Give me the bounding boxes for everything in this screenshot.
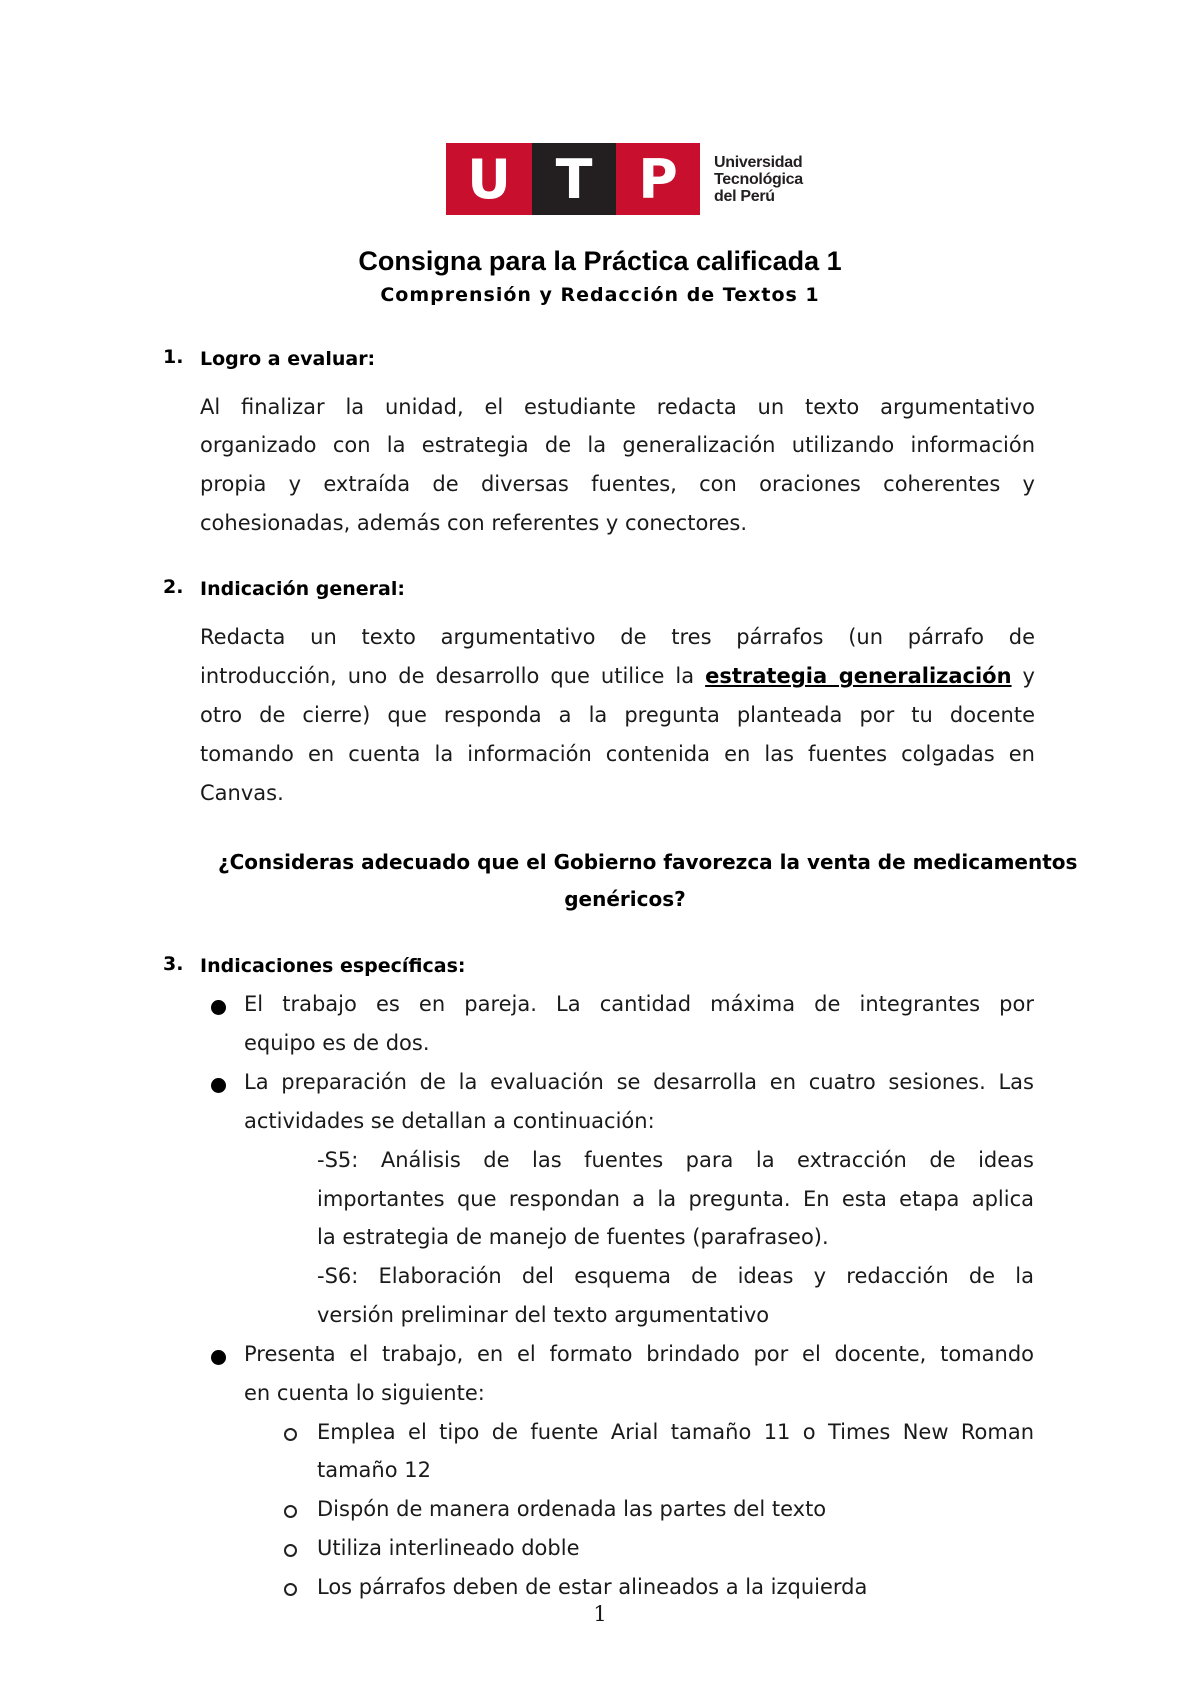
logo-letter-t: T bbox=[532, 143, 616, 215]
bullet-3-line-1: Presenta el trabajo, en el formato brindado por el docente, tomando bbox=[244, 1342, 1034, 1366]
bullet-icon bbox=[211, 1078, 226, 1093]
section-1-line-3: propia y extraída de diversas fuentes, con oraciones coherentes y bbox=[200, 472, 1035, 496]
bullet-2-line-2: actividades se detallan a continuación: bbox=[244, 1109, 655, 1133]
s6-line-1: -S6: Elaboración del esquema de ideas y redacción de la bbox=[317, 1264, 1034, 1288]
bullet-1-line-1: El trabajo es en pareja. La cantidad máxima de integrantes por bbox=[244, 992, 1034, 1016]
section-3-number: 3. bbox=[163, 953, 184, 975]
sub-item-3: Utiliza interlineado doble bbox=[317, 1536, 580, 1560]
document-subtitle: Comprensión y Redacción de Textos 1 bbox=[380, 284, 820, 306]
section-2-heading: Indicación general: bbox=[200, 578, 405, 600]
section-1-number: 1. bbox=[163, 346, 184, 368]
section-1-heading: Logro a evaluar: bbox=[200, 348, 376, 370]
logo-line-1: Universidad bbox=[714, 153, 803, 171]
bullet-1-line-2: equipo es de dos. bbox=[244, 1031, 430, 1055]
circle-bullet-icon bbox=[284, 1583, 297, 1596]
section-2-line-3: otro de cierre) que responda a la pregunta planteada por tu docente bbox=[200, 703, 1035, 727]
bullet-2-line-1: La preparación de la evaluación se desarrolla en cuatro sesiones. Las bbox=[244, 1070, 1034, 1094]
section-1-line-4: cohesionadas, además con referentes y conectores. bbox=[200, 511, 747, 535]
section-2-line-1: Redacta un texto argumentativo de tres párrafos (un párrafo de bbox=[200, 625, 1035, 649]
bullet-icon bbox=[211, 1350, 226, 1365]
section-3-heading: Indicaciones específicas: bbox=[200, 955, 466, 977]
logo-letter-p: P bbox=[616, 143, 700, 215]
s5-line-1: -S5: Análisis de las fuentes para la extracción de ideas bbox=[317, 1148, 1034, 1172]
sub-item-2: Dispón de manera ordenada las partes del texto bbox=[317, 1497, 827, 1521]
logo-line-3: del Perú bbox=[714, 187, 775, 205]
logo-letter-u: U bbox=[446, 143, 532, 215]
circle-bullet-icon bbox=[284, 1505, 297, 1518]
strategy-highlight: estrategia generalización bbox=[705, 664, 1012, 688]
circle-bullet-icon bbox=[284, 1544, 297, 1557]
section-2-line-2-end: y bbox=[1011, 664, 1035, 688]
sub-item-4: Los párrafos deben de estar alineados a la izquierda bbox=[317, 1575, 868, 1599]
circle-bullet-icon bbox=[284, 1428, 297, 1441]
logo-line-2: Tecnológica bbox=[714, 170, 803, 188]
s6-line-2: versión preliminar del texto argumentativo bbox=[317, 1303, 770, 1327]
sub-item-1-line-2: tamaño 12 bbox=[317, 1458, 431, 1482]
logo-wordmark bbox=[714, 154, 803, 205]
question-line-2: genéricos? bbox=[564, 887, 686, 911]
section-1-line-2: organizado con la estrategia de la generalización utilizando información bbox=[200, 433, 1035, 457]
section-2-line-2 bbox=[200, 663, 1035, 689]
bullet-3-line-2: en cuenta lo siguiente: bbox=[244, 1381, 485, 1405]
section-2-line-4: tomando en cuenta la información contenida en las fuentes colgadas en bbox=[200, 742, 1035, 766]
section-2-number: 2. bbox=[163, 576, 184, 598]
bullet-icon bbox=[211, 1000, 226, 1015]
section-1-line-1: Al finalizar la unidad, el estudiante redacta un texto argumentativo bbox=[200, 395, 1035, 419]
document-title: Consigna para la Práctica calificada 1 bbox=[358, 246, 842, 276]
s5-line-2: importantes que respondan a la pregunta. En esta etapa aplica bbox=[317, 1187, 1034, 1211]
section-2-line-5: Canvas. bbox=[200, 781, 284, 805]
page-number: 1 bbox=[593, 1602, 607, 1626]
question-line-1: ¿Consideras adecuado que el Gobierno favorezca la venta de medicamentos bbox=[218, 850, 1078, 874]
s5-line-3: la estrategia de manejo de fuentes (parafraseo). bbox=[317, 1225, 829, 1249]
sub-item-1-line-1: Emplea el tipo de fuente Arial tamaño 11 o Times New Roman bbox=[317, 1420, 1034, 1444]
utp-logo bbox=[446, 143, 803, 215]
section-2-line-2-start: introducción, uno de desarrollo que utilice la bbox=[200, 664, 706, 688]
